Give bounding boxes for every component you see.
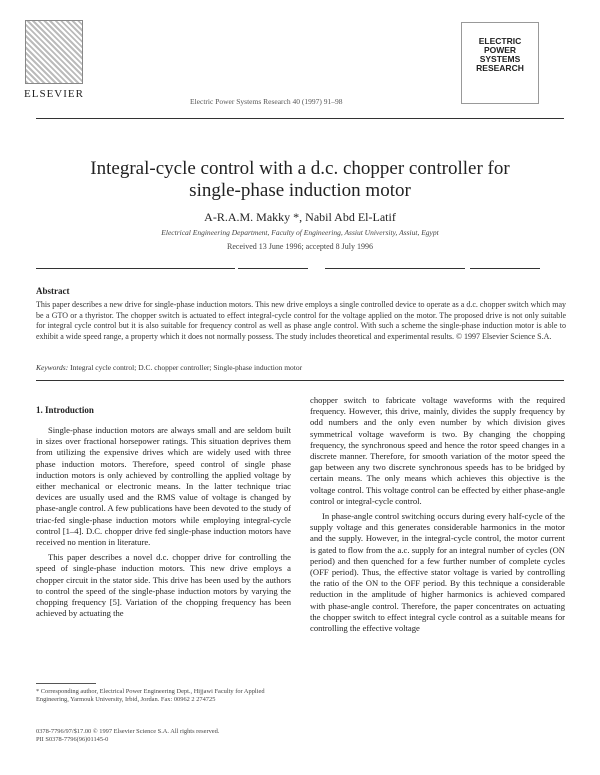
header-rule (36, 118, 564, 119)
article-title: Integral-cycle control with a d.c. chopper controller for single-phase induction motor (90, 158, 510, 201)
elsevier-logo (22, 20, 86, 106)
keywords (36, 363, 566, 372)
journal-logo-line: SYSTEMS (479, 54, 521, 64)
paragraph: This paper describes a novel d.c. chopper drive for controlling the speed of single-phase induction motors. This new drive employs a chopper circuit in the stator side. This drive has been used by the authors to control the speed of the single-phase induction motors by varying the chopping frequency [5]. Variation of the chopping frequency has been achieved by actuating the (36, 552, 291, 619)
paragraph: chopper switch to fabricate voltage waveforms with the required frequency. However, this drive, mainly, divides the supply frequency by odd numbers and the only even number by which division gives symmetrical voltage waveform is two. By changing the chopping frequency, the synchronous speed and hence the rotor speed changes in a discrete manner. Therefore, for smooth variation of the motor speed the gap between any two discrete synchronous speeds has to be bridged by certain means. The only means which achieves this objective is the voltage control. This voltage control can be effected by either phase-angle control or integral-cycle control. (310, 395, 565, 506)
publisher-name: ELSEVIER (24, 88, 84, 100)
keywords-label: Keywords: (36, 363, 69, 372)
divider (238, 268, 308, 269)
footnote: * Corresponding author, Electrical Power Engineering Dept., Hijjawi Faculty for Applied Engineering, Yarmouk University, Irbid, Jordan. Fax: 00962 2 274725 (36, 688, 265, 703)
journal-logo-line: POWER (483, 45, 517, 55)
right-column (310, 395, 565, 638)
divider (36, 268, 106, 269)
abstract-rule (36, 380, 564, 381)
paragraph: In phase-angle control switching occurs during every half-cycle of the supply voltage and this generates considerable harmonics in the motor and the supply. However, in the integral-cycle control, the motor current is gated to flow from the a.c. supply for an integral number of cycles (ON period) and then quenched for a few further number of complete cycles (OFF period). Thus, the effective stator voltage is varied by controlling the ratio of the ON to the OFF period. By this technique a considerable reduction in the amplitude of higher harmonics is achieved compared with phase-angle control. Therefore, the paper concentrates on actuating the chopper switch to effect integral cycle control as a suitable means for controlling the effective voltage (310, 511, 565, 634)
keywords-list: Integral cycle control; D.C. chopper controller; Single-phase induction motor (70, 363, 303, 372)
abstract-heading: Abstract (36, 286, 70, 296)
section-heading: 1. Introduction (36, 405, 94, 415)
left-column (36, 425, 291, 623)
footnote-rule (36, 683, 96, 684)
authors: A-R.A.M. Makky *, Nabil Abd El-Latif (204, 210, 396, 224)
received-date: Received 13 June 1996; accepted 8 July 1996 (227, 242, 373, 251)
divider (325, 268, 395, 269)
journal-logo (461, 22, 539, 104)
divider (165, 268, 235, 269)
copyright-notice: 0378-7796/97/$17.00 © 1997 Elsevier Science S.A. All rights reserved. PII S0378-7796(96)01145-0 (36, 728, 220, 743)
journal-logo-line: RESEARCH (476, 63, 524, 73)
elsevier-tree-icon (25, 20, 83, 84)
journal-citation: Electric Power Systems Research 40 (1997) 91–98 (190, 97, 343, 106)
divider (100, 268, 170, 269)
divider (470, 268, 540, 269)
journal-logo-line: ELECTRIC (478, 36, 522, 46)
abstract-text: This paper describes a new drive for single-phase induction motors. This new drive employs a single controlled device to operate as a d.c. chopper switch which may be a GTO or a thyristor. The chopper switch is actuated to effect integral-cycle control for the voltage applied on the motor. The proposed drive is not only suitable for integral cycle control but it is also suitable for frequency control as well as phase angle control. With such a scheme the single-phase induction motor is able to exhibit a wide speed range, a property which it does not normally possess. The study includes theoretical and experimental results. © 1997 Elsevier Science S.A. (36, 300, 566, 341)
paragraph: Single-phase induction motors are always small and are seldom built in sizes over fractional horsepower ratings. This situation deprives them from utilizing the expensive drives which are widely used with three phase induction motors. Therefore, speed control of single phase induction motors is only achieved by controlling the applied voltage by either mechanical or electronic means. In the latter technique triac devices are usually used and the RMS value of voltage is changed by phase-angle control. A few publications have been devoted to the study of triac-fed single-phase induction motors while employing integral-cycle control [1–4]. D.C. chopper drive fed single-phase induction motors have received no mention in literature. (36, 425, 291, 548)
divider (395, 268, 465, 269)
affiliation: Electrical Engineering Department, Faculty of Engineering, Assiut University, Assiut, Egypt (161, 228, 439, 237)
